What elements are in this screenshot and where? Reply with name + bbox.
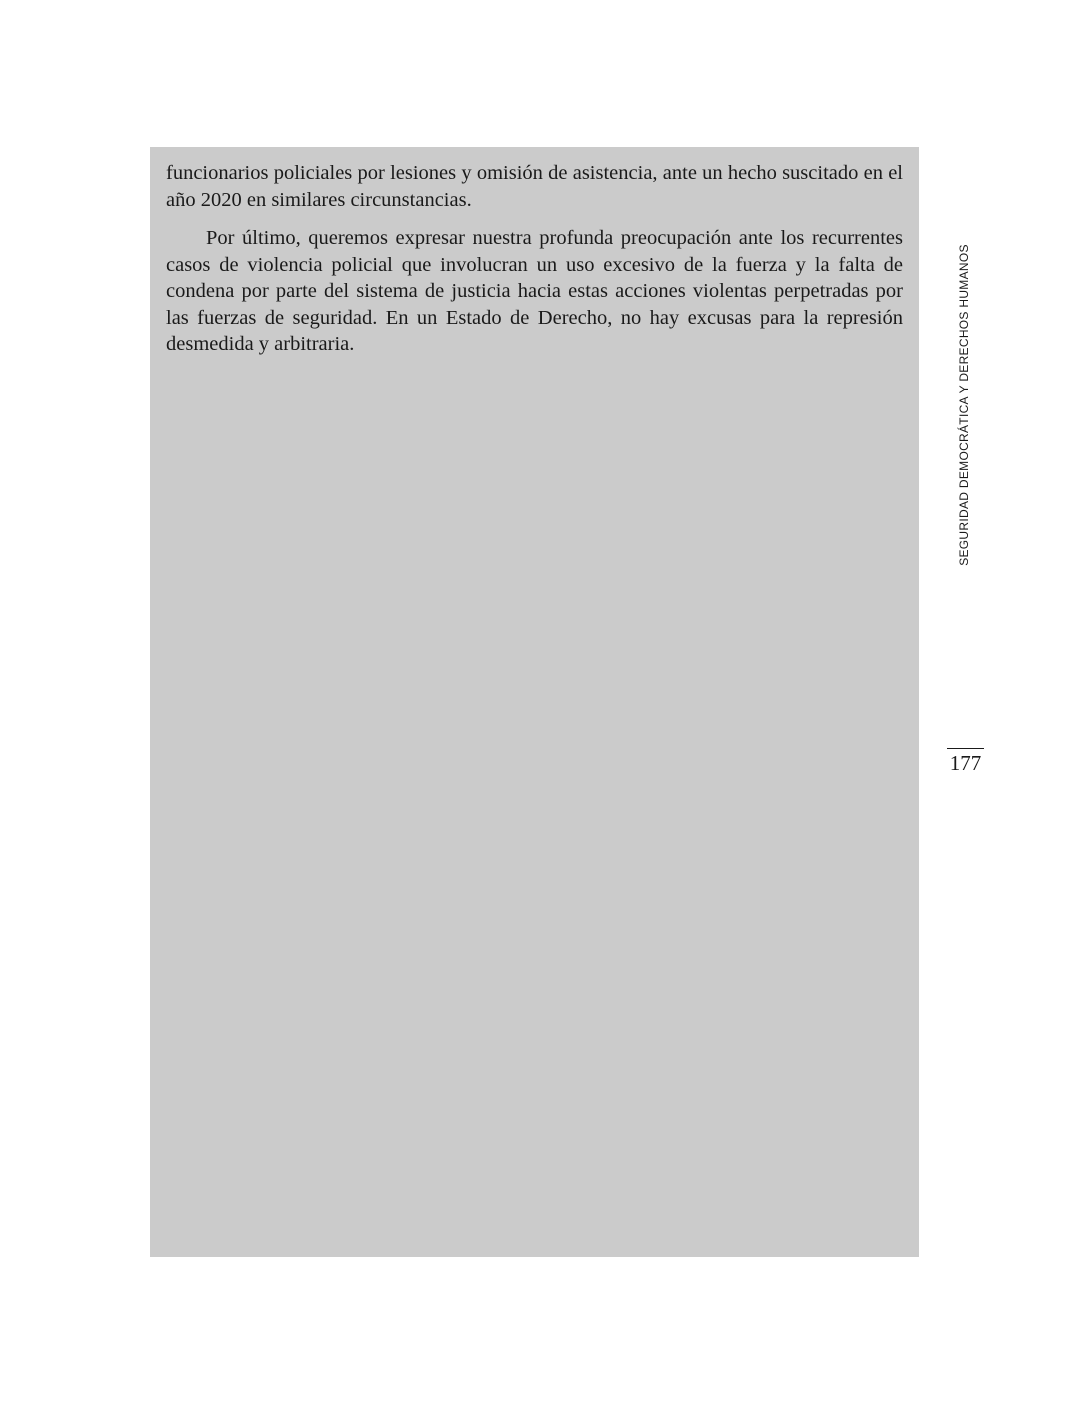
running-head: SEGURIDAD DEMOCRÁTICA Y DERECHOS HUMANOS — [957, 244, 971, 566]
paragraph-continued: funcionarios policiales por lesiones y omisión de asistencia, ante un hecho suscitado en el año 2020 en similares circunstancias. — [166, 162, 903, 211]
page-number: 177 — [949, 751, 982, 775]
page-number-rule — [947, 748, 984, 749]
paragraph-closing: Por último, queremos expresar nuestra profunda preocupación ante los recurrentes casos de violencia policial que involucran un uso excesivo de la fuerza y la falta de condena por parte del sistema de justicia hacia estas acciones violentas perpetradas por las fuerzas de seguridad. En un Estado de Derecho, no hay excusas para la represión desmedida y arbitraria. — [166, 227, 903, 355]
body-text — [166, 160, 903, 358]
